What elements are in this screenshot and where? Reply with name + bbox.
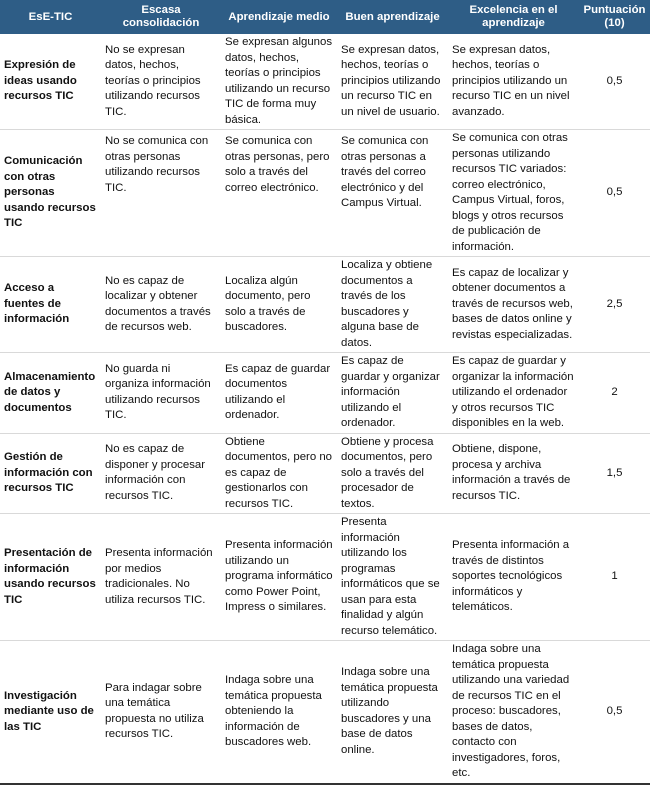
level-cell: Localiza y obtiene documentos a través de los buscadores y alguna base de datos. bbox=[337, 257, 448, 353]
level-cell: Se comunica con otras personas utilizando recursos TIC variados: correo electrónico, Campus Virtual, foros, blogs y otros recursos de publicación de información. bbox=[448, 130, 579, 257]
table-row bbox=[0, 257, 650, 353]
level-cell: Indaga sobre una temática propuesta utilizando una variedad de recursos TIC en el proceso: buscadores, bases de datos, contacto con investigadores, foros, etc. bbox=[448, 641, 579, 784]
score-cell: 0,5 bbox=[579, 641, 650, 784]
score-cell: 2 bbox=[579, 353, 650, 434]
level-cell: Presenta información utilizando un programa informático como Power Point, Impress o similares. bbox=[221, 514, 337, 641]
header-row bbox=[0, 0, 650, 34]
criterion-cell: Acceso a fuentes de información bbox=[0, 257, 101, 353]
header-level-3: Buen aprendizaje bbox=[337, 0, 448, 34]
level-cell: Es capaz de guardar documentos utilizando el ordenador. bbox=[221, 353, 337, 434]
level-cell: Es capaz de guardar y organizar información utilizando el ordenador. bbox=[337, 353, 448, 434]
level-cell: Se expresan datos, hechos, teorías o principios utilizando un recurso TIC en un nivel de usuario. bbox=[337, 34, 448, 130]
level-cell: Indaga sobre una temática propuesta utilizando buscadores y una base de datos online. bbox=[337, 641, 448, 784]
level-cell: No guarda ni organiza información utilizando recursos TIC. bbox=[101, 353, 221, 434]
level-cell: No es capaz de disponer y procesar información con recursos TIC. bbox=[101, 433, 221, 514]
criterion-cell: Gestión de información con recursos TIC bbox=[0, 433, 101, 514]
level-cell: Presenta información a través de distintos soportes tecnológicos informáticos y telemáticos. bbox=[448, 514, 579, 641]
level-cell: Indaga sobre una temática propuesta obteniendo la información de buscadores web. bbox=[221, 641, 337, 784]
level-cell: Para indagar sobre una temática propuesta no utiliza recursos TIC. bbox=[101, 641, 221, 784]
level-cell: Se comunica con otras personas, pero solo a través del correo electrónico. bbox=[221, 130, 337, 257]
score-cell: 1,5 bbox=[579, 433, 650, 514]
level-cell: Es capaz de localizar y obtener documentos a través de recursos web, bases de datos online y revistas especializadas. bbox=[448, 257, 579, 353]
criterion-cell: Comunicación con otras personas usando recursos TIC bbox=[0, 130, 101, 257]
header-level-4: Excelencia en el aprendizaje bbox=[448, 0, 579, 34]
level-cell: Se comunica con otras personas a través del correo electrónico y del Campus Virtual. bbox=[337, 130, 448, 257]
table-row bbox=[0, 34, 650, 130]
score-cell: 2,5 bbox=[579, 257, 650, 353]
level-cell: Presenta información por medios tradicionales. No utiliza recursos TIC. bbox=[101, 514, 221, 641]
criterion-cell: Investigación mediante uso de las TIC bbox=[0, 641, 101, 784]
header-level-1: Escasa consolidación bbox=[101, 0, 221, 34]
score-cell: 0,5 bbox=[579, 34, 650, 130]
level-cell: Obtiene y procesa documentos, pero solo a través del procesador de textos. bbox=[337, 433, 448, 514]
level-cell: Presenta información utilizando los programas informáticos que se usan para esta finalidad y algún recurso telemático. bbox=[337, 514, 448, 641]
level-cell: Es capaz de guardar y organizar la información utilizando el ordenador y otros recursos TIC disponibles en la web. bbox=[448, 353, 579, 434]
header-score: Puntuación (10) bbox=[579, 0, 650, 34]
criterion-cell: Expresión de ideas usando recursos TIC bbox=[0, 34, 101, 130]
level-cell: No se expresan datos, hechos, teorías o principios utilizando recursos TIC. bbox=[101, 34, 221, 130]
level-cell: Obtiene, dispone, procesa y archiva información a través de recursos TIC. bbox=[448, 433, 579, 514]
table-row bbox=[0, 514, 650, 641]
level-cell: No se comunica con otras personas utilizando recursos TIC. bbox=[101, 130, 221, 257]
level-cell: Se expresan datos, hechos, teorías o principios utilizando un recurso TIC en un nivel avanzado. bbox=[448, 34, 579, 130]
criterion-cell: Almacenamiento de datos y documentos bbox=[0, 353, 101, 434]
level-cell: No es capaz de localizar y obtener documentos a través de recursos web. bbox=[101, 257, 221, 353]
score-cell: 0,5 bbox=[579, 130, 650, 257]
table-row bbox=[0, 130, 650, 257]
header-criterion: EsE-TIC bbox=[0, 0, 101, 34]
table-row bbox=[0, 353, 650, 434]
header-level-2: Aprendizaje medio bbox=[221, 0, 337, 34]
table-row bbox=[0, 641, 650, 784]
table-row bbox=[0, 433, 650, 514]
level-cell: Obtiene documentos, pero no es capaz de gestionarlos con recursos TIC. bbox=[221, 433, 337, 514]
score-cell: 1 bbox=[579, 514, 650, 641]
criterion-cell: Presentación de información usando recursos TIC bbox=[0, 514, 101, 641]
level-cell: Localiza algún documento, pero solo a través de buscadores. bbox=[221, 257, 337, 353]
level-cell: Se expresan algunos datos, hechos, teorías o principios utilizando un recurso TIC de forma muy básica. bbox=[221, 34, 337, 130]
